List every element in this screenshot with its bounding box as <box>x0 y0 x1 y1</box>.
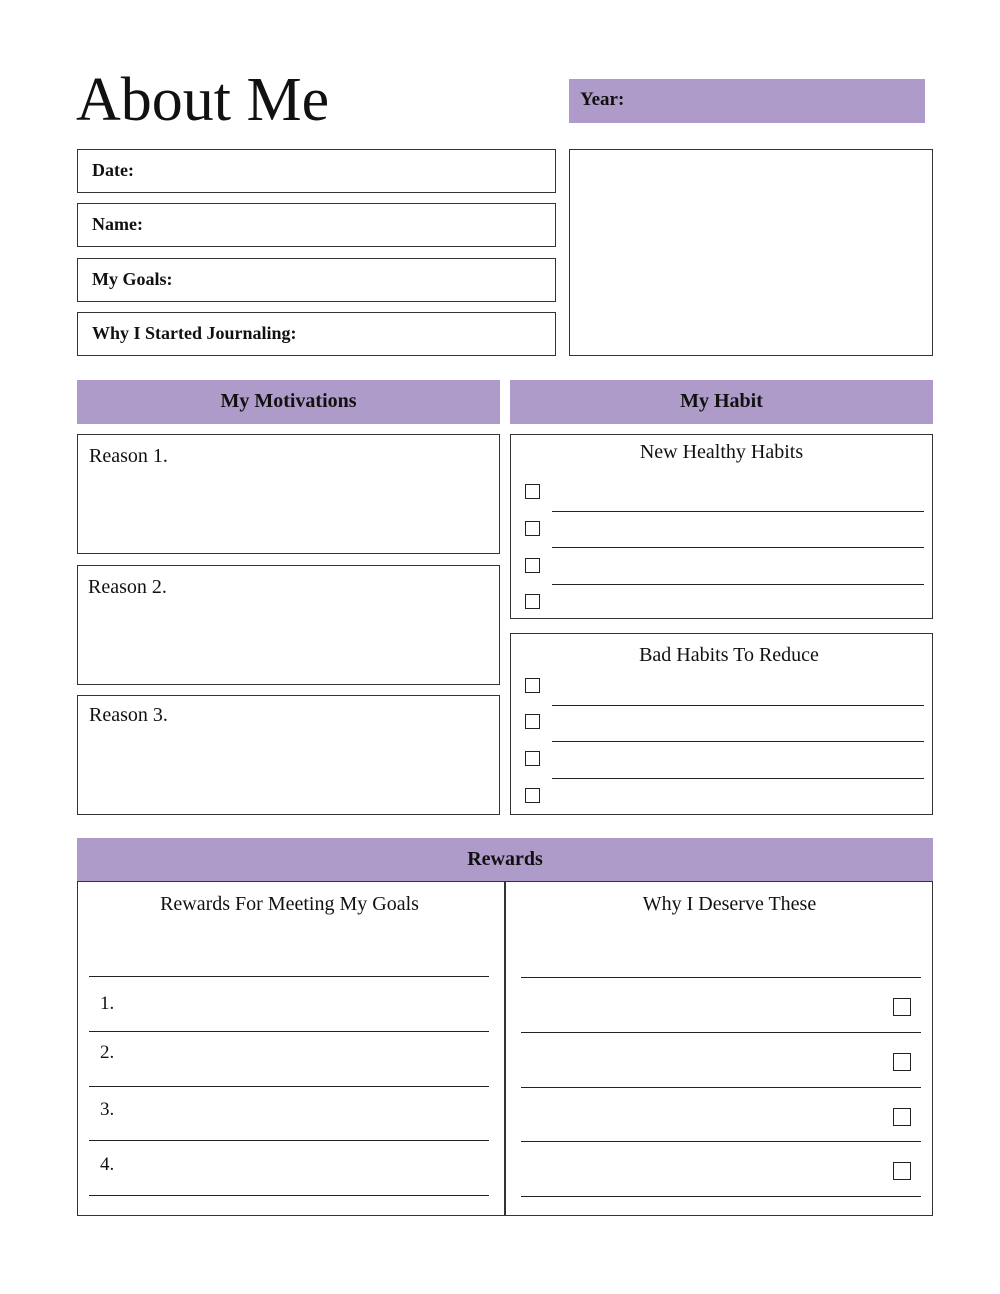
divider <box>552 511 924 512</box>
divider <box>552 778 924 779</box>
date-label: Date: <box>92 160 134 180</box>
reason-box-2[interactable] <box>77 565 500 685</box>
date-field[interactable] <box>77 149 556 193</box>
divider <box>552 741 924 742</box>
new-habits-title: New Healthy Habits <box>639 441 804 463</box>
photo-box[interactable] <box>569 149 933 356</box>
goals-label: My Goals: <box>92 269 173 289</box>
motivations-header: My Motivations <box>77 380 500 424</box>
reason-label: Reason 3. <box>89 704 168 726</box>
checkbox[interactable] <box>525 751 540 766</box>
checkbox[interactable] <box>525 484 540 499</box>
reason-box-1[interactable] <box>77 434 500 554</box>
checkbox[interactable] <box>893 998 911 1016</box>
divider <box>521 1196 921 1197</box>
year-field[interactable] <box>569 79 925 123</box>
divider <box>89 1195 489 1196</box>
name-field[interactable] <box>77 203 556 247</box>
reward-number: 2. <box>100 1042 115 1063</box>
divider <box>521 1032 921 1033</box>
divider <box>552 547 924 548</box>
checkbox[interactable] <box>525 558 540 573</box>
rewards-left-title: Rewards For Meeting My Goals <box>160 893 419 915</box>
why-journaling-field[interactable] <box>77 312 556 356</box>
bad-habits-title: Bad Habits To Reduce <box>639 644 819 666</box>
page-title: About Me <box>76 66 330 134</box>
checkbox[interactable] <box>525 678 540 693</box>
year-label: Year: <box>580 89 625 110</box>
new-habits-box <box>510 434 933 619</box>
reward-number: 1. <box>100 993 115 1014</box>
why-journaling-label: Why I Started Journaling: <box>92 323 297 343</box>
habit-header: My Habit <box>510 380 933 424</box>
rewards-divider <box>504 881 506 1216</box>
checkbox[interactable] <box>893 1162 911 1180</box>
checkbox[interactable] <box>893 1053 911 1071</box>
divider <box>521 1141 921 1142</box>
reward-number: 3. <box>100 1099 115 1120</box>
divider <box>521 1087 921 1088</box>
divider <box>521 977 921 978</box>
checkbox[interactable] <box>893 1108 911 1126</box>
reason-label: Reason 1. <box>89 445 168 467</box>
reason-label: Reason 2. <box>88 576 167 598</box>
reward-number: 4. <box>100 1154 115 1175</box>
checkbox[interactable] <box>525 521 540 536</box>
reason-box-3[interactable] <box>77 695 500 815</box>
bad-habits-box <box>510 633 933 815</box>
divider <box>89 1086 489 1087</box>
divider <box>89 976 489 977</box>
checkbox[interactable] <box>525 788 540 803</box>
name-label: Name: <box>92 214 143 234</box>
rewards-header: Rewards <box>77 838 933 882</box>
divider <box>552 705 924 706</box>
divider <box>552 584 924 585</box>
checkbox[interactable] <box>525 714 540 729</box>
rewards-right-title: Why I Deserve These <box>642 893 817 915</box>
divider <box>89 1140 489 1141</box>
divider <box>89 1031 489 1032</box>
checkbox[interactable] <box>525 594 540 609</box>
goals-field[interactable] <box>77 258 556 302</box>
